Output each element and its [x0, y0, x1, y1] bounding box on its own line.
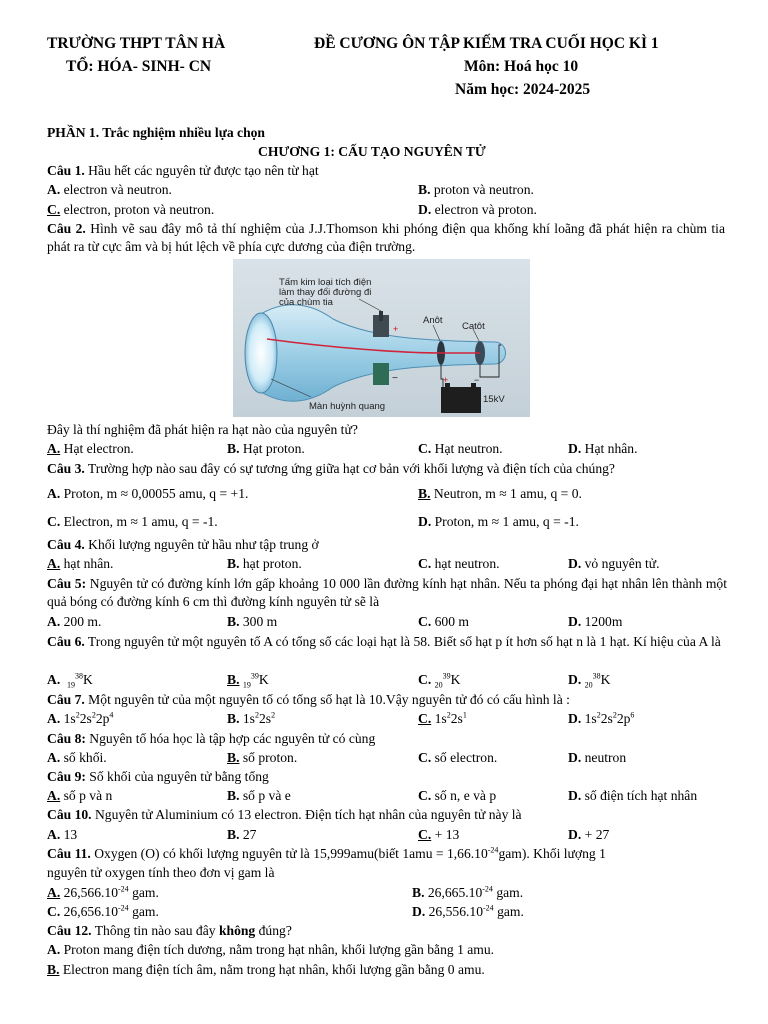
school-year: Năm học: 2024-2025 — [455, 81, 591, 98]
q7-option-c: C. $1s^22s^1$ — [418, 710, 467, 726]
q11-option-d: D. $26,556.10^{-24}$ gam. — [412, 903, 524, 919]
svg-text:+: + — [443, 375, 449, 385]
question-text: Hầu hết các nguyên tử được tạo nên từ hạt — [84, 163, 319, 178]
plate-label-line-3: của chùm tia — [279, 297, 333, 308]
question-label: Câu 1. — [47, 163, 85, 178]
q1-option-a: A. electron và neutron. — [47, 182, 172, 197]
q7-option-d: D. $1s^22s^22p^6$ — [568, 710, 635, 726]
q1-option-d: D. electron và proton. — [418, 202, 537, 217]
q3-option-c: C. Electron, m ≈ 1 amu, q = -1. — [47, 514, 218, 529]
battery — [441, 387, 481, 413]
chapter-heading: CHƯƠNG 1: CẤU TẠO NGUYÊN TỬ — [258, 144, 486, 159]
department: TỔ: HÓA- SINH- CN — [66, 58, 212, 75]
minus-sign: − — [392, 373, 398, 384]
q1-option-c: C. electron, proton và neutron. — [47, 202, 215, 217]
q6-option-b: B. $_{19}^{39}$K — [227, 671, 269, 690]
q3-option-b: B. Neutron, m ≈ 1 amu, q = 0. — [418, 486, 582, 501]
lower-plate — [373, 363, 389, 385]
question-label: Câu 2. — [47, 221, 86, 236]
q10-option-d: D. + 27 — [568, 827, 610, 842]
q2-option-b: B. Hạt proton. — [227, 441, 305, 456]
plus-sign: + — [393, 324, 399, 334]
q8-option-b: B. số proton. — [227, 750, 298, 765]
svg-text:−: − — [474, 375, 480, 385]
voltage-label: 15kV — [483, 394, 505, 405]
question-7: Câu 7. Một nguyên tử của một nguyên tố có tổng số hạt là 10.Vậy nguyên tử đó có cấu hình là : — [47, 692, 570, 707]
question-11-line2: nguyên tử oxygen tính theo đơn vị gam là — [47, 865, 275, 880]
q2-option-a: A. Hạt electron. — [47, 441, 134, 456]
q9-option-b: B. số p và e — [227, 788, 291, 803]
thomson-experiment-figure — [233, 259, 530, 417]
q5-option-a: A. 200 m. — [47, 614, 102, 629]
q8-option-d: D. neutron — [568, 750, 627, 765]
exam-title: ĐỀ CƯƠNG ÔN TẬP KIẾM TRA CUỐI HỌC KÌ 1 — [314, 35, 659, 52]
q10-option-b: B. 27 — [227, 827, 257, 842]
question-6: Câu 6. Trong nguyên tử một nguyên tố A có tổng số các loại hạt là 58. Biết số hạt p ít hơn số hạt n là 1 hạt. Kí hiệu của A là — [47, 634, 721, 649]
q6-option-c: C. $_{20}^{39}$K — [418, 671, 461, 690]
q9-option-d: D. số điện tích hạt nhân — [568, 788, 698, 803]
q5-option-c: C. 600 m — [418, 614, 469, 629]
q11-option-c: C. $26,656.10^{-24}$ gam. — [47, 903, 159, 919]
question-2 — [47, 220, 725, 256]
q2-stem2: Đây là thí nghiệm đã phát hiện ra hạt nào của nguyên tử? — [47, 422, 358, 437]
screen-label: Màn huỳnh quang — [309, 401, 386, 412]
question-1 — [47, 162, 319, 180]
q4-option-c: C. hạt neutron. — [418, 556, 500, 571]
q2-option-d: D. Hạt nhân. — [568, 441, 638, 456]
school-name: TRƯỜNG THPT TÂN HÀ — [47, 35, 226, 52]
question-4: Câu 4. Khối lượng nguyên tử hầu như tập trung ở — [47, 537, 319, 552]
question-8: Câu 8: Nguyên tố hóa học là tập hợp các nguyên tử có cùng — [47, 731, 376, 746]
question-5: Câu 5: Nguyên tử có đường kính lớn gấp khoảng 10 000 lần đường kính hạt nhân. Nếu ta phóng đại hạt nhân lên thành một quả bóng có đường kính 6 cm thì đường kính nguyên tử sẽ là — [47, 576, 727, 609]
part-heading: PHẦN 1. Trắc nghiệm nhiều lựa chọn — [47, 125, 265, 140]
q5-option-d: D. 1200m — [568, 614, 623, 629]
q4-option-a: A. hạt nhân. — [47, 556, 114, 571]
q3-option-d: D. Proton, m ≈ 1 amu, q = -1. — [418, 514, 579, 529]
q10-option-c: C. + 13 — [418, 827, 460, 842]
q7-option-b: B. $1s^22s^2$ — [227, 710, 276, 726]
subject: Môn: Hoá học 10 — [464, 58, 579, 75]
q12-option-b: B. Electron mang điện tích âm, nằm trong hạt nhân, khối lượng gần bằng 0 amu. — [47, 962, 485, 977]
q6-option-d: D. $_{20}^{38}$K — [568, 671, 611, 690]
question-12: Câu 12. Thông tin nào sau đây không đúng? — [47, 923, 292, 938]
q11-option-a: A. $26,566.10^{-24}$ gam. — [47, 884, 159, 900]
q4-option-b: B. hạt proton. — [227, 556, 302, 571]
cathode-label: Catôt — [462, 321, 485, 332]
question-10: Câu 10. Nguyên tử Aluminium có 13 electron. Điện tích hạt nhân của nguyên tử này là — [47, 807, 522, 822]
question-3: Câu 3. Trường hợp nào sau đây có sự tương ứng giữa hạt cơ bản với khối lượng và điện tích của chúng? — [47, 461, 615, 476]
q8-option-c: C. số electron. — [418, 750, 498, 765]
question-9: Câu 9: Số khối của nguyên tử bằng tổng — [47, 769, 269, 784]
plate-label-line-1: Tấm kim loại tích điện — [279, 277, 372, 288]
plate-label-line-2: làm thay đổi đường đi — [279, 287, 372, 298]
question-11: Câu 11. Oxygen (O) có khối lượng nguyên tử là 15,999amu(biết $1amu = 1,66.10^{-24}gam$). Khối lượng 1 — [47, 845, 606, 861]
q4-option-d: D. vỏ nguyên tử. — [568, 556, 660, 571]
question-text: Hình vẽ sau đây mô tả thí nghiệm của J.J.Thomson khi phóng điện qua khống khí loãng đã phát hiện ra chùm tia phát ra từ cực âm và bị hút lệch về phía cực dương của điện trường. — [47, 221, 725, 254]
fluorescent-screen — [245, 313, 277, 393]
q5-option-b: B. 300 m — [227, 614, 278, 629]
q2-option-c: C. Hạt neutron. — [418, 441, 503, 456]
q9-option-a: A. số p và n — [47, 788, 113, 803]
q3-option-a: A. Proton, m ≈ 0,00055 amu, q = +1. — [47, 486, 249, 501]
anode-label: Anôt — [423, 315, 443, 326]
q1-option-b: B. proton và neutron. — [418, 182, 534, 197]
q11-option-b: B. $26,665.10^{-24}$ gam. — [412, 884, 524, 900]
q6-option-a: A. $_{19}^{38}$K — [47, 671, 93, 690]
q7-option-a: A. $1s^22s^22p^4$ — [47, 710, 114, 726]
q10-option-a: A. 13 — [47, 827, 78, 842]
q8-option-a: A. số khối. — [47, 750, 107, 765]
q12-option-a: A. Proton mang điện tích dương, nằm trong hạt nhân, khối lượng gần bằng 1 amu. — [47, 942, 495, 957]
q9-option-c: C. số n, e và p — [418, 788, 497, 803]
